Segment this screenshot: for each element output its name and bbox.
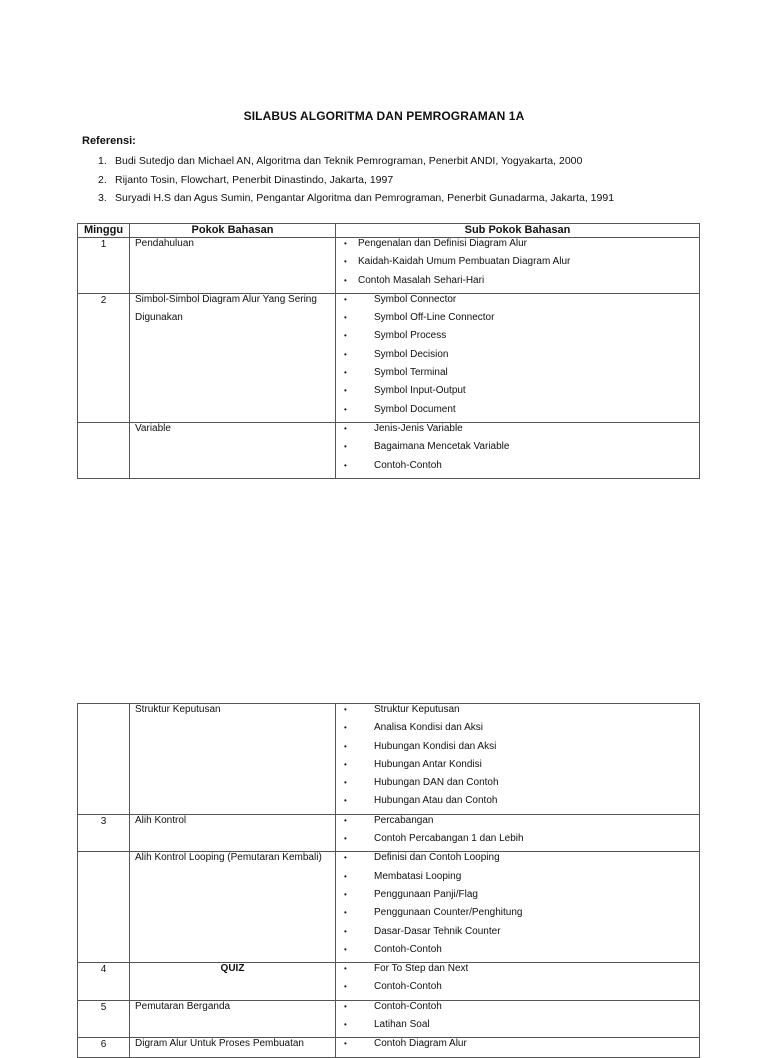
subtopic-item (336, 1019, 699, 1037)
subtopic-item (336, 1001, 699, 1019)
subtopic-text: Struktur Keputusan (374, 704, 460, 715)
subtopic-text: Symbol Connector (374, 293, 457, 305)
header-topic: Pokok Bahasan (130, 224, 336, 238)
subtopic-list (336, 423, 699, 478)
subtopic-item (336, 795, 699, 813)
bullet-icon: • (344, 723, 347, 733)
bullet-icon: • (344, 705, 347, 714)
subtopic-text: Definisi dan Contoh Looping (374, 852, 500, 864)
bullet-icon: • (344, 944, 347, 954)
subtopic-text: Contoh Diagram Alur (374, 1038, 467, 1050)
subtopic-text: Bagaimana Mencetak Variable (374, 441, 510, 453)
subtopic-item (336, 963, 699, 981)
subtopic-item (336, 367, 699, 385)
subtopic-item (336, 852, 699, 870)
subtopic-text: Symbol Input-Output (374, 385, 466, 397)
subtopic-text: Hubungan Kondisi dan Aksi (374, 740, 497, 752)
syllabus-table-part-2 (77, 703, 700, 1058)
subtopic-text: Contoh-Contoh (374, 1000, 442, 1012)
bullet-icon: • (344, 834, 347, 844)
subtopic-item (336, 404, 699, 422)
bullet-icon: • (344, 815, 347, 825)
subtopic-item (336, 1038, 699, 1056)
subtopic-text: Dasar-Dasar Tehnik Counter (374, 925, 501, 937)
subtopic-list (336, 1001, 699, 1038)
bullet-icon: • (344, 796, 347, 806)
subtopic-list (336, 238, 699, 293)
subtopic-list (336, 1038, 699, 1056)
subtopic-item (336, 815, 699, 833)
week-cell: 4 (78, 963, 130, 1001)
subtopic-item (336, 722, 699, 740)
subtopic-item (336, 944, 699, 962)
page-title: SILABUS ALGORITMA DAN PEMROGRAMAN 1A (243, 109, 525, 123)
table-row (78, 422, 700, 478)
topic-cell: Alih Kontrol (130, 811, 336, 849)
subtopic-cell (336, 1000, 700, 1038)
subtopic-cell (336, 852, 700, 963)
subtopic-item (336, 441, 699, 459)
subtopic-text: Penggunaan Counter/Penghitung (374, 907, 523, 919)
week-cell: 3 (78, 814, 130, 852)
reference-number: 3. (98, 192, 107, 204)
subtopic-text: Hubungan DAN dan Contoh (374, 777, 499, 789)
subtopic-text: Latihan Soal (374, 1019, 430, 1031)
topic-cell: Alih Kontrol Looping (Pemutaran Kembali) (130, 849, 336, 960)
subtopic-item (336, 423, 699, 441)
bullet-icon: • (344, 460, 347, 470)
bullet-icon: • (344, 239, 347, 248)
subtopic-item (336, 349, 699, 367)
bullet-icon: • (344, 294, 347, 304)
subtopic-cell (336, 704, 700, 815)
subtopic-text: Contoh-Contoh (374, 459, 442, 471)
subtopic-item (336, 759, 699, 777)
bullet-icon: • (344, 871, 347, 881)
reference-text: Rijanto Tosin, Flowchart, Penerbit Dinastindo, Jakarta, 1997 (115, 173, 394, 186)
syllabus-table-part-1 (77, 223, 700, 479)
subtopic-list (336, 852, 699, 962)
week-cell: 5 (78, 1000, 130, 1038)
subtopic-text: Symbol Process (374, 330, 447, 342)
subtopic-item (336, 889, 699, 907)
subtopic-text: Symbol Terminal (374, 367, 448, 379)
table-row (78, 1000, 700, 1038)
header-subtopic: Sub Pokok Bahasan (336, 224, 700, 238)
subtopic-item (336, 981, 699, 999)
bullet-icon: • (344, 368, 347, 378)
subtopic-item (336, 275, 699, 293)
header-week: Minggu (78, 224, 130, 238)
week-cell (78, 852, 130, 963)
topic-cell: QUIZ (130, 960, 336, 998)
table-row (78, 963, 700, 1001)
table-row (78, 1038, 700, 1057)
subtopic-item (336, 777, 699, 795)
subtopic-text: Symbol Decision (374, 348, 449, 360)
subtopic-text: Jenis-Jenis Variable (374, 422, 463, 434)
subtopic-text: Contoh Masalah Sehari-Hari (358, 274, 485, 286)
bullet-icon: • (344, 386, 347, 396)
topic-cell: Struktur Keputusan (130, 701, 336, 812)
reference-number: 2. (98, 173, 107, 186)
subtopic-item (336, 871, 699, 889)
bullet-icon: • (344, 964, 347, 974)
table-row (78, 814, 700, 852)
subtopic-cell (336, 238, 700, 294)
reference-number: 1. (98, 155, 107, 167)
subtopic-text: Membatasi Looping (374, 870, 462, 882)
subtopic-text: Symbol Off-Line Connector (374, 312, 495, 324)
bullet-icon: • (344, 313, 347, 323)
topic-cell: Digram Alur Untuk Proses Pembuatan (130, 1035, 336, 1054)
table-body (78, 704, 700, 1058)
subtopic-item (336, 704, 699, 722)
reference-item (98, 191, 614, 210)
bullet-icon: • (344, 1001, 347, 1011)
subtopic-text: Penggunaan Panji/Flag (374, 888, 478, 900)
week-cell: 2 (78, 293, 130, 422)
subtopic-text: Contoh-Contoh (374, 981, 442, 993)
bullet-icon: • (344, 759, 347, 769)
reference-text: Suryadi H.S dan Agus Sumin, Pengantar Algoritma dan Pemrograman, Penerbit Gunadarma, Jakarta, 1991 (115, 192, 615, 204)
subtopic-text: Kaidah-Kaidah Umum Pembuatan Diagram Alur (358, 256, 571, 268)
subtopic-list (336, 815, 699, 852)
references-list (98, 154, 614, 210)
bullet-icon: • (344, 1039, 347, 1049)
table-row (78, 704, 700, 815)
topic-cell: Simbol-Simbol Diagram Alur Yang Sering Digunakan (130, 290, 336, 419)
subtopic-text: Hubungan Atau dan Contoh (374, 795, 498, 807)
topic-cell: Variable (130, 419, 336, 475)
subtopic-text: For To Step dan Next (374, 963, 469, 975)
week-cell (78, 704, 130, 815)
subtopic-item (336, 907, 699, 925)
bullet-icon: • (344, 889, 347, 899)
subtopic-text: Symbol Document (374, 403, 456, 415)
subtopic-item (336, 312, 699, 330)
reference-item (98, 154, 614, 173)
bullet-icon: • (344, 1020, 347, 1030)
table-body (78, 238, 700, 479)
subtopic-cell (336, 814, 700, 852)
bullet-icon: • (344, 275, 347, 285)
subtopic-text: Pengenalan dan Definisi Diagram Alur (358, 238, 527, 249)
subtopic-item (336, 294, 699, 312)
topic-cell: Pemutaran Berganda (130, 997, 336, 1035)
bullet-icon: • (344, 404, 347, 414)
subtopic-item (336, 238, 699, 256)
topic-cell: Pendahuluan (130, 235, 336, 291)
subtopic-item (336, 833, 699, 851)
subtopic-list (336, 963, 699, 1000)
bullet-icon: • (344, 908, 347, 918)
subtopic-item (336, 256, 699, 274)
subtopic-item (336, 741, 699, 759)
bullet-icon: • (344, 331, 347, 341)
week-cell: 1 (78, 238, 130, 294)
subtopic-list (336, 294, 699, 422)
bullet-icon: • (344, 741, 347, 751)
subtopic-cell (336, 293, 700, 422)
subtopic-item (336, 460, 699, 478)
bullet-icon: • (344, 423, 347, 433)
subtopic-cell (336, 1038, 700, 1057)
subtopic-list (336, 704, 699, 814)
subtopic-text: Contoh-Contoh (374, 943, 442, 955)
bullet-icon: • (344, 442, 347, 452)
reference-item (98, 173, 614, 192)
bullet-icon: • (344, 982, 347, 992)
table-row (78, 852, 700, 963)
bullet-icon: • (344, 853, 347, 863)
table-row (78, 293, 700, 422)
subtopic-cell (336, 422, 700, 478)
subtopic-text: Percabangan (374, 814, 434, 826)
subtopic-text: Hubungan Antar Kondisi (374, 758, 482, 770)
references-heading: Referensi: (82, 135, 136, 147)
week-cell (78, 422, 130, 478)
bullet-icon: • (344, 349, 347, 359)
subtopic-item (336, 926, 699, 944)
table-row (78, 238, 700, 294)
bullet-icon: • (344, 257, 347, 267)
subtopic-text: Analisa Kondisi dan Aksi (374, 722, 483, 734)
week-cell: 6 (78, 1038, 130, 1057)
bullet-icon: • (344, 778, 347, 788)
subtopic-item (336, 330, 699, 348)
subtopic-text: Contoh Percabangan 1 dan Lebih (374, 833, 524, 845)
bullet-icon: • (344, 926, 347, 936)
subtopic-item (336, 385, 699, 403)
reference-text: Budi Sutedjo dan Michael AN, Algoritma dan Teknik Pemrograman, Penerbit ANDI, Yogyakarta, 2000 (115, 155, 583, 167)
subtopic-cell (336, 963, 700, 1001)
